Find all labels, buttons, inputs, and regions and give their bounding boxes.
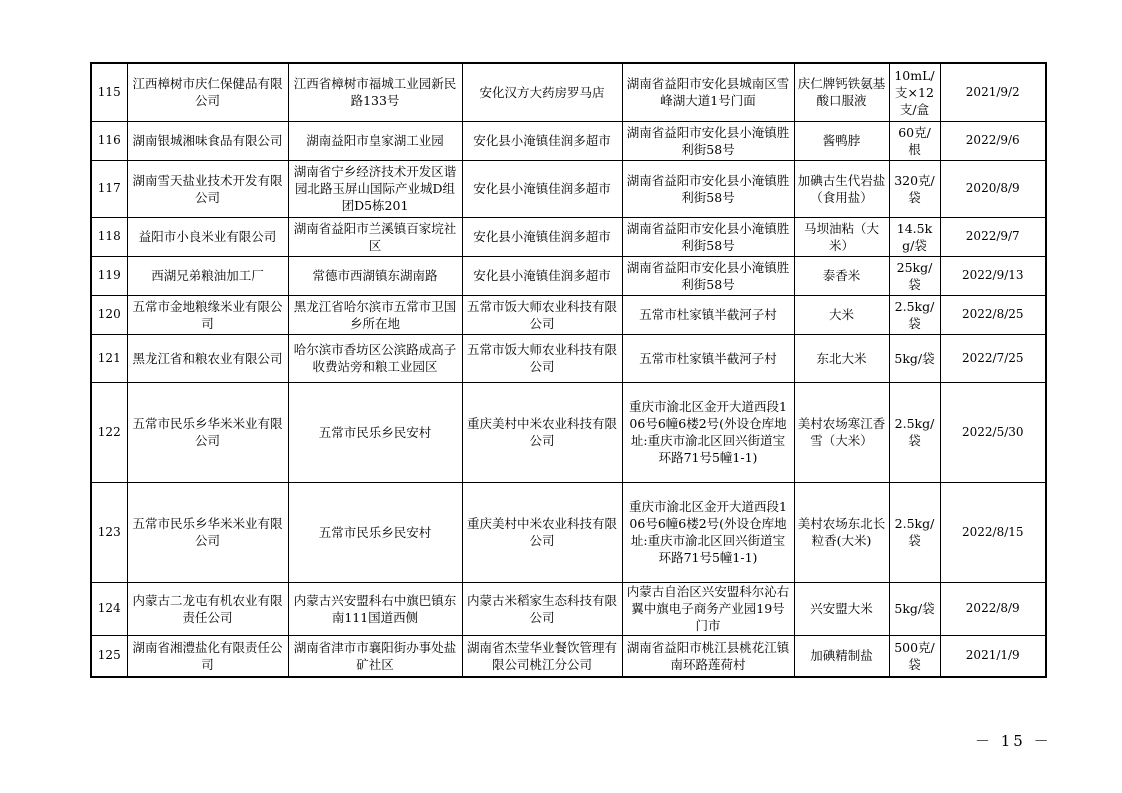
product-name-cell: 大米 [794, 295, 889, 334]
producer-name-cell: 五常市民乐乡华米米业有限公司 [127, 382, 288, 482]
producer-address-cell: 江西省樟树市福城工业园新民路133号 [288, 63, 462, 121]
producer-name-cell: 黑龙江省和粮农业有限公司 [127, 334, 288, 382]
producer-address-cell: 哈尔滨市香坊区公滨路成高子收费站旁和粮工业园区 [288, 334, 462, 382]
specification-cell: 14.5kg/袋 [889, 217, 940, 256]
production-date-cell: 2022/7/25 [940, 334, 1046, 382]
table-row [91, 256, 1046, 295]
production-date-cell: 2022/9/13 [940, 256, 1046, 295]
row-number-cell: 125 [91, 635, 127, 677]
table-row [91, 382, 1046, 482]
product-name-cell: 加碘古生代岩盐（食用盐） [794, 160, 889, 217]
seller-name-cell: 五常市饭大师农业科技有限公司 [462, 334, 622, 382]
inspection-table [90, 62, 1047, 678]
seller-address-cell: 内蒙古自治区兴安盟科尔沁右翼中旗电子商务产业园19号门市 [622, 582, 794, 635]
row-number-cell: 118 [91, 217, 127, 256]
seller-address-cell: 五常市杜家镇半截河子村 [622, 295, 794, 334]
specification-cell: 320克/袋 [889, 160, 940, 217]
table-row [91, 217, 1046, 256]
table-row [91, 121, 1046, 160]
page-number: － 15 － [975, 732, 1052, 750]
seller-name-cell: 五常市饭大师农业科技有限公司 [462, 295, 622, 334]
producer-address-cell: 五常市民乐乡民安村 [288, 382, 462, 482]
seller-address-cell: 重庆市渝北区金开大道西段106号6幢6楼2号(外设仓库地址:重庆市渝北区回兴街道宝环路71号5幢1-1) [622, 482, 794, 582]
seller-address-cell: 重庆市渝北区金开大道西段106号6幢6楼2号(外设仓库地址:重庆市渝北区回兴街道宝环路71号5幢1-1) [622, 382, 794, 482]
seller-name-cell: 安化县小淹镇佳润多超市 [462, 256, 622, 295]
seller-name-cell: 安化县小淹镇佳润多超市 [462, 121, 622, 160]
seller-address-cell: 湖南省益阳市桃江县桃花江镇南环路莲荷村 [622, 635, 794, 677]
production-date-cell: 2022/9/7 [940, 217, 1046, 256]
table-row [91, 63, 1046, 121]
product-name-cell: 泰香米 [794, 256, 889, 295]
table-row [91, 160, 1046, 217]
producer-name-cell: 益阳市小良米业有限公司 [127, 217, 288, 256]
specification-cell: 2.5kg/袋 [889, 382, 940, 482]
seller-name-cell: 湖南省杰莹华业餐饮管理有限公司桃江分公司 [462, 635, 622, 677]
producer-address-cell: 五常市民乐乡民安村 [288, 482, 462, 582]
production-date-cell: 2020/8/9 [940, 160, 1046, 217]
producer-name-cell: 江西樟树市庆仁保健品有限公司 [127, 63, 288, 121]
product-name-cell: 马坝油粘（大米） [794, 217, 889, 256]
row-number-cell: 120 [91, 295, 127, 334]
producer-name-cell: 湖南银城湘味食品有限公司 [127, 121, 288, 160]
production-date-cell: 2021/9/2 [940, 63, 1046, 121]
product-name-cell: 东北大米 [794, 334, 889, 382]
row-number-cell: 123 [91, 482, 127, 582]
seller-name-cell: 重庆美村中米农业科技有限公司 [462, 482, 622, 582]
producer-address-cell: 湖南省益阳市兰溪镇百家垸社区 [288, 217, 462, 256]
production-date-cell: 2022/8/9 [940, 582, 1046, 635]
producer-name-cell: 西湖兄弟粮油加工厂 [127, 256, 288, 295]
seller-address-cell: 湖南省益阳市安化县小淹镇胜利街58号 [622, 217, 794, 256]
row-number-cell: 121 [91, 334, 127, 382]
product-name-cell: 酱鸭脖 [794, 121, 889, 160]
row-number-cell: 117 [91, 160, 127, 217]
seller-address-cell: 五常市杜家镇半截河子村 [622, 334, 794, 382]
specification-cell: 500克/袋 [889, 635, 940, 677]
specification-cell: 10mL/支×12支/盒 [889, 63, 940, 121]
seller-address-cell: 湖南省益阳市安化县城南区雪峰湖大道1号门面 [622, 63, 794, 121]
producer-address-cell: 内蒙古兴安盟科右中旗巴镇东南111国道西侧 [288, 582, 462, 635]
specification-cell: 2.5kg/袋 [889, 295, 940, 334]
product-name-cell: 兴安盟大米 [794, 582, 889, 635]
seller-name-cell: 安化县小淹镇佳润多超市 [462, 217, 622, 256]
production-date-cell: 2022/5/30 [940, 382, 1046, 482]
producer-address-cell: 常德市西湖镇东湖南路 [288, 256, 462, 295]
product-name-cell: 加碘精制盐 [794, 635, 889, 677]
table-row [91, 334, 1046, 382]
row-number-cell: 119 [91, 256, 127, 295]
producer-address-cell: 湖南益阳市皇家湖工业园 [288, 121, 462, 160]
specification-cell: 2.5kg/袋 [889, 482, 940, 582]
producer-address-cell: 湖南省津市市襄阳街办事处盐矿社区 [288, 635, 462, 677]
producer-name-cell: 内蒙古二龙屯有机农业有限责任公司 [127, 582, 288, 635]
table-row [91, 635, 1046, 677]
production-date-cell: 2022/8/25 [940, 295, 1046, 334]
table-row [91, 482, 1046, 582]
producer-name-cell: 五常市民乐乡华米米业有限公司 [127, 482, 288, 582]
seller-address-cell: 湖南省益阳市安化县小淹镇胜利街58号 [622, 121, 794, 160]
producer-address-cell: 黑龙江省哈尔滨市五常市卫国乡所在地 [288, 295, 462, 334]
product-name-cell: 庆仁牌钙铁氨基酸口服液 [794, 63, 889, 121]
production-date-cell: 2022/8/15 [940, 482, 1046, 582]
seller-name-cell: 重庆美村中米农业科技有限公司 [462, 382, 622, 482]
seller-name-cell: 内蒙古米稻家生态科技有限公司 [462, 582, 622, 635]
product-name-cell: 美村农场寒江香雪（大米） [794, 382, 889, 482]
producer-name-cell: 湖南省湘澧盐化有限责任公司 [127, 635, 288, 677]
seller-address-cell: 湖南省益阳市安化县小淹镇胜利街58号 [622, 256, 794, 295]
table-row [91, 295, 1046, 334]
producer-name-cell: 湖南雪天盐业技术开发有限公司 [127, 160, 288, 217]
producer-name-cell: 五常市金地粮缘米业有限公司 [127, 295, 288, 334]
specification-cell: 60克/根 [889, 121, 940, 160]
seller-name-cell: 安化县小淹镇佳润多超市 [462, 160, 622, 217]
row-number-cell: 122 [91, 382, 127, 482]
row-number-cell: 115 [91, 63, 127, 121]
production-date-cell: 2021/1/9 [940, 635, 1046, 677]
production-date-cell: 2022/9/6 [940, 121, 1046, 160]
seller-address-cell: 湖南省益阳市安化县小淹镇胜利街58号 [622, 160, 794, 217]
product-name-cell: 美村农场东北长粒香(大米) [794, 482, 889, 582]
table-row [91, 582, 1046, 635]
producer-address-cell: 湖南省宁乡经济技术开发区谐园北路玉屏山国际产业城D组团D5栋201 [288, 160, 462, 217]
row-number-cell: 116 [91, 121, 127, 160]
seller-name-cell: 安化汉方大药房罗马店 [462, 63, 622, 121]
specification-cell: 5kg/袋 [889, 582, 940, 635]
row-number-cell: 124 [91, 582, 127, 635]
specification-cell: 25kg/袋 [889, 256, 940, 295]
specification-cell: 5kg/袋 [889, 334, 940, 382]
